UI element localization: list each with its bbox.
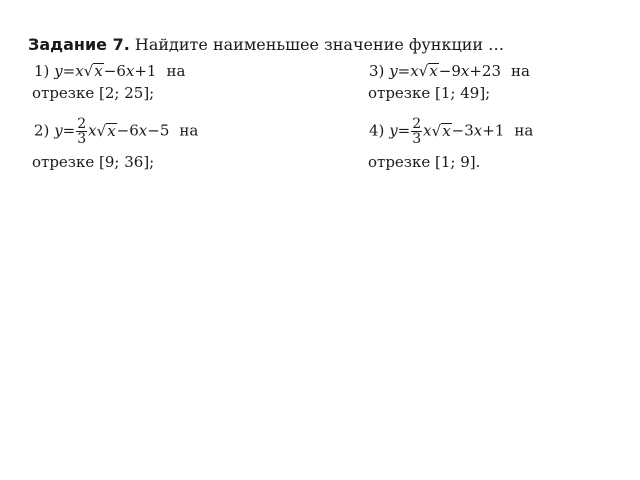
equals-sign: = bbox=[62, 121, 76, 140]
var-y: y bbox=[54, 121, 63, 140]
fraction bbox=[76, 117, 87, 146]
sqrt-argument: x bbox=[107, 121, 116, 140]
problem-3-formula bbox=[369, 62, 530, 80]
task-label: Задание 7. bbox=[28, 35, 130, 54]
task-header bbox=[28, 35, 504, 54]
problem-1-formula bbox=[34, 62, 185, 80]
fraction bbox=[411, 117, 422, 146]
constant-term: +1 bbox=[134, 62, 157, 80]
coefficient: −3 bbox=[451, 121, 474, 140]
sqrt-symbol: √ bbox=[83, 62, 94, 80]
sqrt-symbol: √ bbox=[96, 121, 107, 140]
equals-sign: = bbox=[62, 62, 76, 80]
constant-term: +1 bbox=[482, 121, 505, 140]
var-x: x bbox=[473, 121, 483, 140]
problem-4-formula bbox=[369, 117, 533, 146]
problem-number: 3) bbox=[369, 62, 385, 80]
problem-2-interval: отрезке [9; 36]; bbox=[32, 153, 155, 171]
problem-number: 4) bbox=[369, 121, 385, 140]
var-x: x bbox=[88, 121, 97, 140]
var-x: x bbox=[460, 62, 470, 80]
var-y: y bbox=[54, 62, 63, 80]
constant-term: +23 bbox=[469, 62, 501, 80]
problem-4-interval: отрезке [1; 9]. bbox=[368, 153, 481, 171]
var-x: x bbox=[75, 62, 84, 80]
sqrt-symbol: √ bbox=[431, 121, 442, 140]
constant-term: −5 bbox=[147, 121, 170, 140]
coefficient: −6 bbox=[103, 62, 126, 80]
equals-sign: = bbox=[397, 121, 411, 140]
var-y: y bbox=[389, 62, 398, 80]
problem-1-interval: отрезке [2; 25]; bbox=[32, 84, 155, 102]
word-na: на bbox=[179, 121, 199, 140]
word-na: на bbox=[166, 62, 186, 80]
task-text: Найдите наименьшее значение функции … bbox=[134, 35, 505, 54]
problem-number: 2) bbox=[34, 121, 50, 140]
var-x: x bbox=[410, 62, 419, 80]
word-na: на bbox=[514, 121, 534, 140]
problem-number: 1) bbox=[34, 62, 50, 80]
fraction-denominator: 3 bbox=[77, 131, 87, 147]
coefficient: −6 bbox=[116, 121, 139, 140]
sqrt-argument: x bbox=[94, 62, 103, 80]
fraction-numerator: 2 bbox=[77, 116, 87, 132]
word-na: на bbox=[511, 62, 530, 80]
sqrt-argument: x bbox=[442, 121, 451, 140]
var-x: x bbox=[138, 121, 148, 140]
sqrt-symbol: √ bbox=[418, 62, 429, 80]
fraction-numerator: 2 bbox=[412, 116, 422, 132]
problem-3-interval: отрезке [1; 49]; bbox=[368, 84, 491, 102]
equals-sign: = bbox=[397, 62, 411, 80]
var-x: x bbox=[125, 62, 135, 80]
var-y: y bbox=[389, 121, 398, 140]
coefficient: −9 bbox=[438, 62, 461, 80]
sqrt-argument: x bbox=[429, 62, 438, 80]
fraction-denominator: 3 bbox=[412, 131, 422, 147]
var-x: x bbox=[423, 121, 432, 140]
problem-2-formula bbox=[34, 117, 198, 146]
